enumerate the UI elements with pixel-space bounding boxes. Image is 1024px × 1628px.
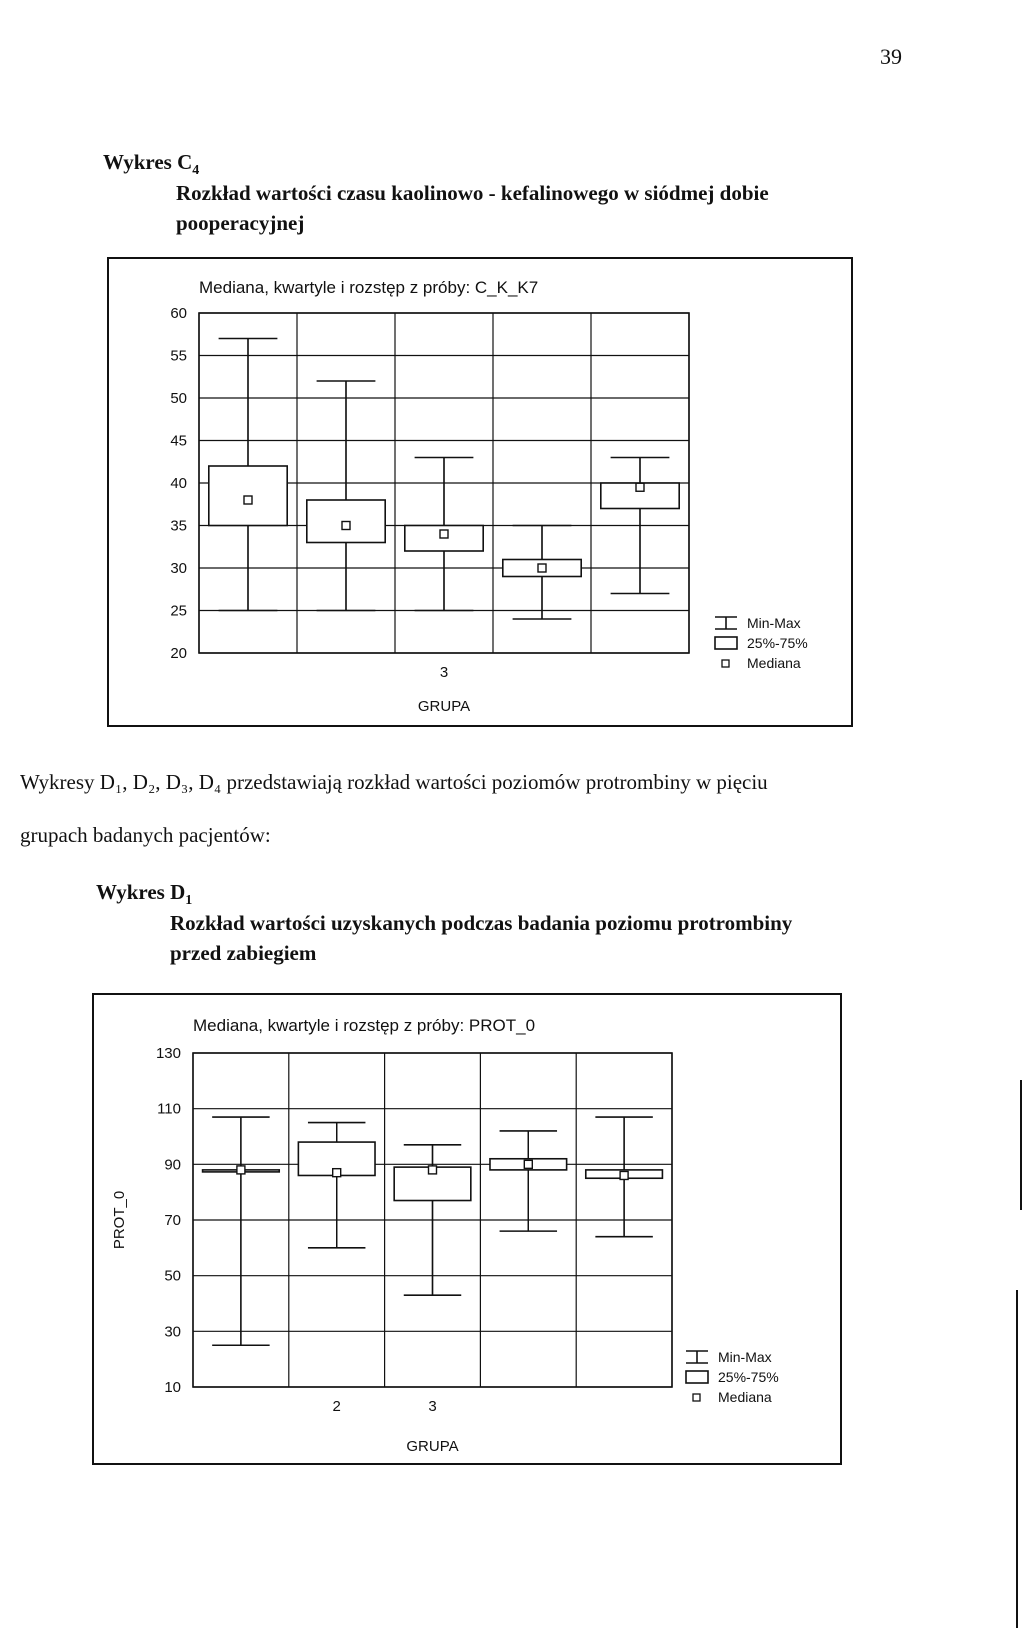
legend-label-minmax: Min-Max bbox=[718, 1349, 772, 1365]
median-marker bbox=[429, 1166, 437, 1174]
scan-edge-line bbox=[1020, 1080, 1022, 1210]
legend-label-median: Mediana bbox=[747, 655, 801, 671]
figure-label-text: Wykres D bbox=[96, 880, 186, 904]
y-tick-label: 25 bbox=[170, 602, 187, 620]
caption-line: przed zabiegiem bbox=[170, 941, 317, 965]
figure-label-text: Wykres C bbox=[103, 150, 193, 174]
y-tick-label: 130 bbox=[155, 1045, 181, 1062]
y-tick-label: 45 bbox=[170, 432, 187, 450]
y-axis-label: PROT_0 bbox=[111, 1190, 128, 1250]
y-tick-label: 110 bbox=[157, 1100, 181, 1118]
y-tick-label: 70 bbox=[164, 1212, 181, 1229]
median-marker bbox=[538, 564, 546, 572]
chart-title: Mediana, kwartyle i rozstęp z próby: C_K_K7 bbox=[199, 278, 539, 297]
figure-label-c4 bbox=[103, 150, 199, 179]
chart-d1-frame bbox=[92, 993, 842, 1465]
legend-box-icon bbox=[686, 1371, 708, 1383]
y-tick-label: 60 bbox=[170, 305, 187, 322]
figure-label-d1 bbox=[96, 880, 192, 909]
legend-label-quartiles: 25%-75% bbox=[718, 1369, 779, 1385]
figure-label-subscript: 1 bbox=[185, 893, 193, 909]
legend-median-icon bbox=[693, 1394, 700, 1401]
scan-edge-line bbox=[1016, 1290, 1018, 1628]
y-tick-label: 40 bbox=[170, 475, 187, 492]
y-tick-label: 50 bbox=[170, 390, 187, 407]
y-tick-label: 90 bbox=[164, 1156, 181, 1174]
chart-c4-frame bbox=[107, 257, 853, 727]
median-marker bbox=[440, 530, 448, 538]
caption-line: Rozkład wartości uzyskanych podczas badania poziomu protrombiny bbox=[170, 911, 793, 935]
y-tick-label: 10 bbox=[164, 1379, 181, 1396]
figure-label-subscript: 4 bbox=[192, 163, 200, 179]
x-axis-label: GRUPA bbox=[417, 698, 471, 715]
legend-box-icon bbox=[715, 637, 737, 649]
y-tick-label: 20 bbox=[170, 645, 187, 662]
caption-line: Rozkład wartości czasu kaolinowo - kefalinowego w siódmej dobie bbox=[176, 181, 769, 205]
figure-caption-c4 bbox=[176, 178, 769, 238]
paragraph-line-2: grupach badanych pacjentów: bbox=[20, 823, 271, 847]
y-tick-label: 50 bbox=[164, 1267, 181, 1285]
paragraph-line-1: Wykresy D₁, D₂, D₃, D₄ przedstawiają rozkład wartości poziomów protrombiny w pięciu bbox=[20, 770, 768, 794]
y-tick-label: 30 bbox=[164, 1323, 181, 1341]
chart-c4 bbox=[109, 259, 851, 725]
figure-caption-d1 bbox=[170, 908, 792, 968]
chart-title: Mediana, kwartyle i rozstęp z próby: PROT_0 bbox=[193, 1016, 536, 1035]
y-tick-label: 30 bbox=[170, 560, 187, 577]
x-tick-label: 3 bbox=[439, 664, 449, 681]
y-tick-label: 55 bbox=[170, 347, 187, 365]
chart-d1 bbox=[94, 995, 840, 1463]
legend-label-median: Mediana bbox=[718, 1389, 772, 1405]
caption-line: pooperacyjnej bbox=[176, 211, 305, 235]
page-number: 39 bbox=[880, 44, 902, 69]
legend-label-quartiles: 25%-75% bbox=[747, 635, 808, 651]
legend-median-icon bbox=[722, 660, 729, 667]
median-marker bbox=[524, 1160, 532, 1168]
median-marker bbox=[342, 522, 350, 530]
y-tick-label: 35 bbox=[170, 517, 187, 535]
x-axis-label: GRUPA bbox=[406, 1438, 459, 1455]
legend-label-minmax: Min-Max bbox=[747, 615, 801, 631]
median-marker bbox=[237, 1166, 245, 1174]
x-tick-label: 3 bbox=[428, 1398, 437, 1415]
x-tick-label: 2 bbox=[332, 1398, 341, 1415]
median-marker bbox=[620, 1171, 628, 1179]
median-marker bbox=[244, 496, 252, 504]
median-marker bbox=[636, 483, 644, 491]
median-marker bbox=[333, 1169, 341, 1177]
